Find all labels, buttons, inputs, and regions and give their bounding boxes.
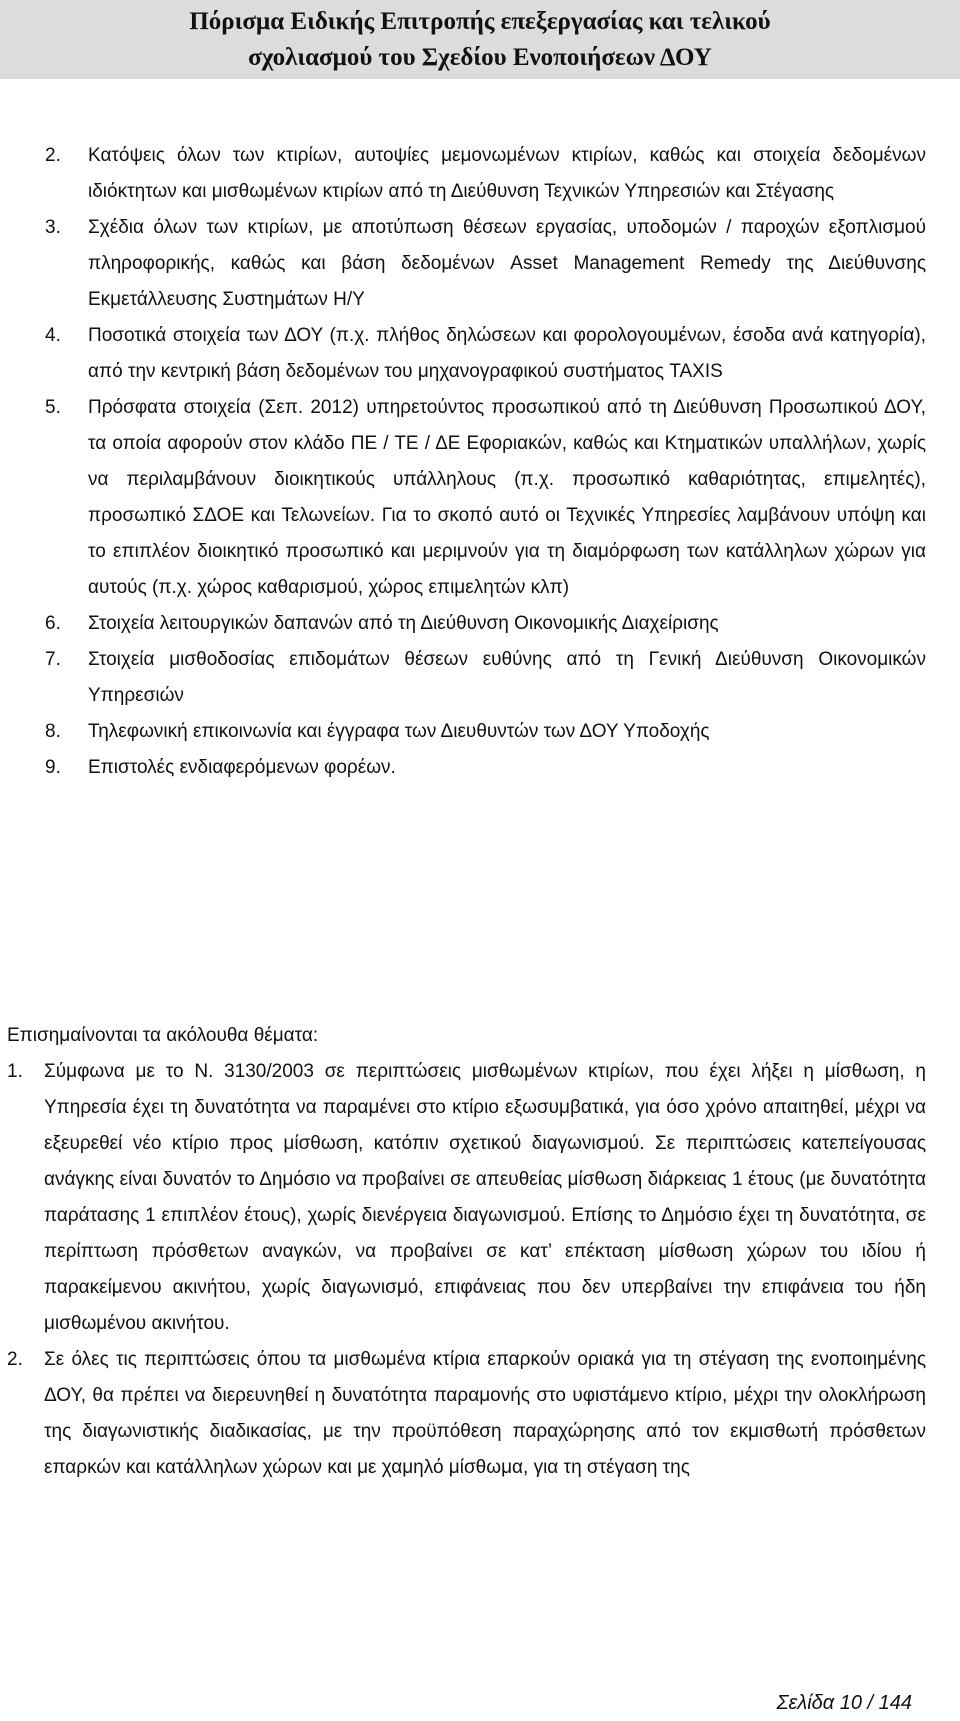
notes-heading: Επισημαίνονται τα ακόλουθα θέματα: — [7, 1025, 319, 1046]
item-number: 5. — [45, 397, 61, 418]
list-item — [0, 1342, 960, 1486]
item-text: Σε όλες τις περιπτώσεις όπου τα μισθωμένα κτίρια επαρκούν οριακά για τη στέγαση της ενοποιημένης ΔΟΥ, θα πρέπει να διερευνηθεί η δυνατότητα παραμονής στο υφιστάμενο κτίριο, μέχρι την ολοκλήρωση της διαγωνιστικής διαδικασίας, με την προϋπόθεση παραχώρησης από τον εκμισθωτή πρόσθετων επαρκών και κατάλληλων χώρων και με χαμηλό μίσθωμα, για τη στέγαση της — [44, 1349, 926, 1478]
item-text: Κατόψεις όλων των κτιρίων, αυτοψίες μεμονωμένων κτιρίων, καθώς και στοιχεία δεδομένων ιδιόκτητων και μισθωμένων κτιρίων από τη Διεύθυνση Τεχνικών Υπηρεσιών και Στέγασης — [88, 145, 926, 202]
page-number: Σελίδα 10 / 144 — [776, 1692, 912, 1714]
list-item — [0, 750, 960, 786]
page-header — [0, 0, 960, 79]
item-text: Ποσοτικά στοιχεία των ΔΟΥ (π.χ. πλήθος δηλώσεων και φορολογουμένων, έσοδα ανά κατηγορία), από την κεντρική βάση δεδομένων του μηχανογραφικού συστήματος TAXIS — [88, 325, 926, 382]
list-item — [0, 714, 960, 750]
item-text: Σύμφωνα με το Ν. 3130/2003 σε περιπτώσεις μισθωμένων κτιρίων, που έχει λήξει η μίσθωση, η Υπηρεσία έχει τη δυνατότητα να παραμένει στο κτίριο εξωσυμβατικά, για όσο χρόνο απαιτηθεί, μέχρι να εξευρεθεί νέο κτίριο προς μίσθωση, κατόπιν σχετικού διαγωνισμού. Σε περιπτώσεις κατεπείγουσας ανάγκης είναι δυνατόν το Δημόσιο να προβαίνει σε απευθείας μίσθωση διάρκειας 1 έτους (με δυνατότητα παράτασης 1 επιπλέον έτους), χωρίς διενέργεια διαγωνισμού. Επίσης το Δημόσιο έχει τη δυνατότητα, σε περίπτωση πρόσθετων αναγκών, να προβαίνει σε κατ’ επέκταση μίσθωση χώρων του ιδίου ή παρακείμενου ακινήτου, χωρίς διαγωνισμό, επιφάνειας που δεν υπερβαίνει την επιφάνεια του ήδη μισθωμένου ακινήτου. — [44, 1061, 926, 1334]
item-number: 9. — [45, 757, 61, 778]
list-item — [0, 606, 960, 642]
item-text: Σχέδια όλων των κτιρίων, με αποτύπωση θέσεων εργασίας, υποδομών / παροχών εξοπλισμού πληροφορικής, καθώς και βάση δεδομένων Asset Management Remedy της Διεύθυνσης Εκμετάλλευσης Συστημάτων Η/Υ — [88, 217, 926, 310]
item-text: Επιστολές ενδιαφερόμενων φορέων. — [88, 757, 396, 778]
item-number: 4. — [45, 325, 61, 346]
list-item — [0, 318, 960, 390]
item-number: 2. — [7, 1349, 23, 1370]
notes-list — [0, 1054, 960, 1486]
item-text: Τηλεφωνική επικοινωνία και έγγραφα των Διευθυντών των ΔΟΥ Υποδοχής — [88, 721, 710, 742]
item-number: 7. — [45, 649, 61, 670]
sources-list — [0, 138, 960, 786]
list-item — [0, 138, 960, 210]
item-number: 6. — [45, 613, 61, 634]
list-item — [0, 1054, 960, 1342]
item-number: 3. — [45, 217, 61, 238]
list-item — [0, 390, 960, 606]
list-item — [0, 210, 960, 318]
item-text: Στοιχεία λειτουργικών δαπανών από τη Διεύθυνση Οικονομικής Διαχείρισης — [88, 613, 719, 634]
item-number: 1. — [7, 1061, 23, 1082]
item-number: 2. — [45, 145, 61, 166]
header-title-line-1: Πόρισμα Ειδικής Επιτροπής επεξεργασίας και τελικού — [189, 8, 771, 35]
item-number: 8. — [45, 721, 61, 742]
item-text: Στοιχεία μισθοδοσίας επιδομάτων θέσεων ευθύνης από τη Γενική Διεύθυνση Οικονομικών Υπηρεσιών — [88, 649, 926, 706]
list-item — [0, 642, 960, 714]
item-text: Πρόσφατα στοιχεία (Σεπ. 2012) υπηρετούντος προσωπικού από τη Διεύθυνση Προσωπικού ΔΟΥ, τα οποία αφορούν στον κλάδο ΠΕ / ΤΕ / ΔΕ Εφοριακών, καθώς και Κτηματικών υπαλλήλων, χωρίς να περιλαμβάνουν διοικητικούς υπάλληλους (π.χ. προσωπικό καθαριότητας, επιμελητές), προσωπικό ΣΔΟΕ και Τελωνείων. Για το σκοπό αυτό οι Τεχνικές Υπηρεσίες λαμβάνουν υπόψη και το επιπλέον διοικητικό προσωπικό και μεριμνούν για τη διαμόρφωση των κατάλληλων χώρων για αυτούς (π.χ. χώρος καθαρισμού, χώρος επιμελητών κλπ) — [88, 397, 926, 598]
header-title-line-2: σχολιασμού του Σχεδίου Ενοποιήσεων ΔΟΥ — [248, 44, 712, 71]
